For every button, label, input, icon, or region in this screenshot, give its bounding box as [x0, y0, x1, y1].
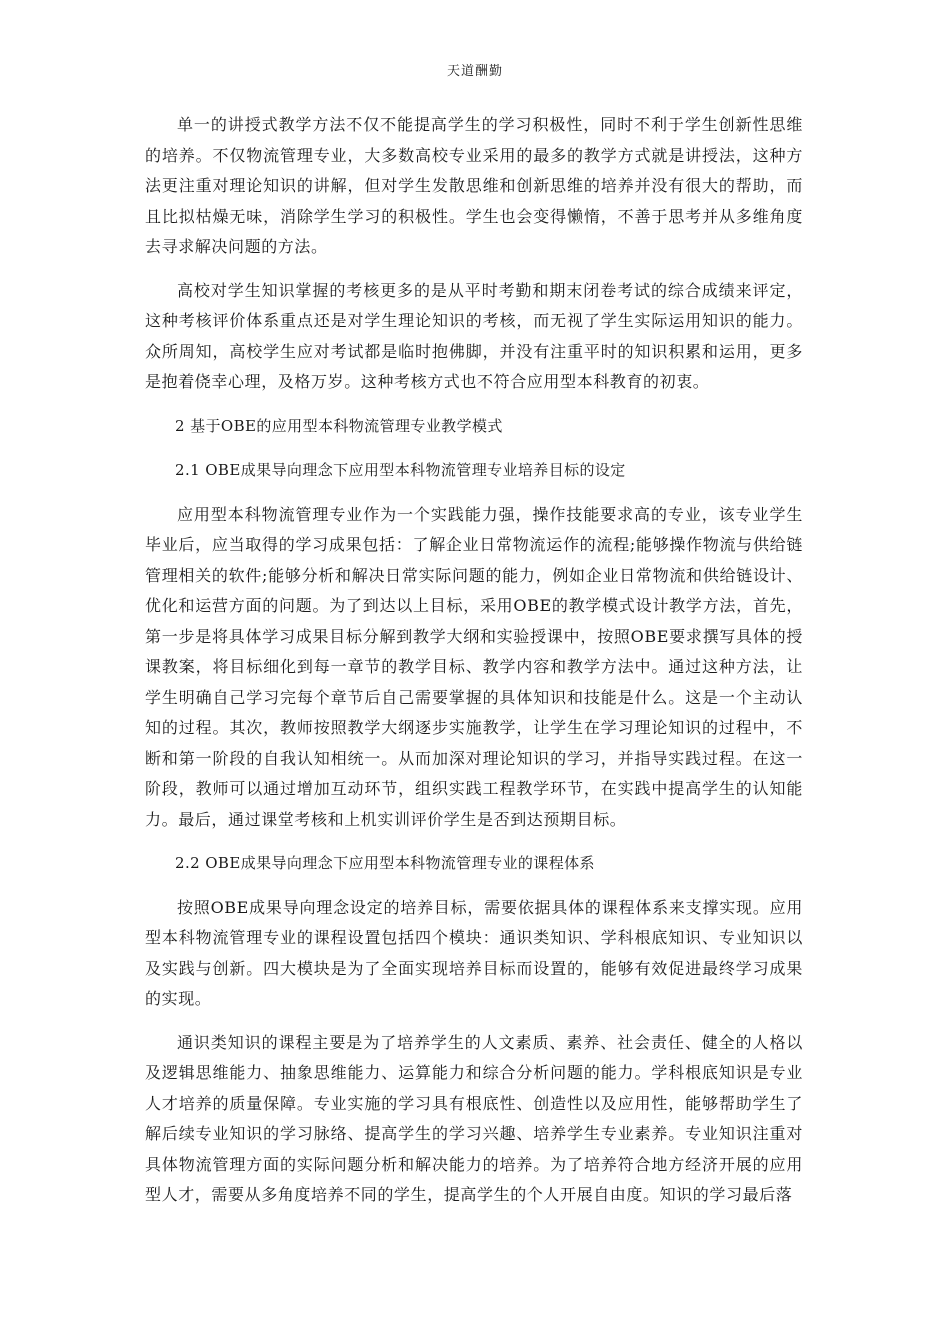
subsection-heading-2-2: 2.2 OBE成果导向理念下应用型本科物流管理专业的课程体系: [175, 854, 595, 872]
paragraph-curriculum: 按照OBE成果导向理念设定的培养目标，需要依据具体的课程体系来支撑实现。应用型本科物流管理专业的课程设置包括四个模块：通识类知识、学科根底知识、专业知识以及实践与创新。四大模块是为了全面实现培养目标而设置的，能够有效促进最终学习成果的实现。: [145, 897, 803, 1008]
paragraph-general-knowledge: 通识类知识的课程主要是为了培养学生的人文素质、素养、社会责任、健全的人格以及逻辑思维能力、抽象思维能力、运算能力和综合分析问题的能力。学科根底知识是专业人才培养的质量保障。专业实施的学习具有根底性、创造性以及应用性，能够帮助学生了解后续专业知识的学习脉络、提高学生的学习兴趣、培养学生专业素养。专业知识注重对具体物流管理方面的实际问题分析和解决能力的培养。为了培养符合地方经济开展的应用型人才，需要从多角度培养不同的学生，提高学生的个人开展自由度。知识的学习最后落: [145, 1032, 803, 1204]
paragraph-assessment: 高校对学生知识掌握的考核更多的是从平时考勤和期末闭卷考试的综合成绩来评定，这种考核评价体系重点还是对学生理论知识的考核，而无视了学生实际运用知识的能力。众所周知，高校学生应对考试都是临时抱佛脚，并没有注重平时的知识积累和运用，更多是抱着侥幸心理，及格万岁。这种考核方式也不符合应用型本科教育的初衷。: [145, 280, 803, 391]
page-header: 天道酬勤: [446, 64, 503, 79]
paragraph-training-goals: 应用型本科物流管理专业作为一个实践能力强，操作技能要求高的专业，该专业学生毕业后，应当取得的学习成果包括：了解企业日常物流运作的流程;能够操作物流与供给链管理相关的软件;能够分析和解决日常实际问题的能力，例如企业日常物流和供给链设计、优化和运营方面的问题。为了到达以上目标，采用OBE的教学模式设计教学方法，首先，第一步是将具体学习成果目标分解到教学大纲和实验授课中，按照OBE要求撰写具体的授课教案，将目标细化到每一章节的教学目标、教学内容和教学方法中。通过这种方法，让学生明确自己学习完每个章节后自己需要掌握的具体知识和技能是什么。这是一个主动认知的过程。其次，教师按照教学大纲逐步实施教学，让学生在学习理论知识的过程中，不断和第一阶段的自我认知相统一。从而加深对理论知识的学习，并指导实践过程。在这一阶段，教师可以通过增加互动环节，组织实践工程教学环节，在实践中提高学生的认知能力。最后，通过课堂考核和上机实训评价学生是否到达预期目标。: [145, 504, 803, 829]
section-heading-2: 2 基于OBE的应用型本科物流管理专业教学模式: [175, 416, 503, 435]
paragraph-lecture-method: 单一的讲授式教学方法不仅不能提高学生的学习积极性，同时不利于学生创新性思维的培养。不仅物流管理专业，大多数高校专业采用的最多的教学方式就是讲授法，这种方法更注重对理论知识的讲解，但对学生发散思维和创新思维的培养并没有很大的帮助，而且比拟枯燥无味，消除学生学习的积极性。学生也会变得懒惰，不善于思考并从多维角度去寻求解决问题的方法。: [145, 115, 803, 256]
document-body: [145, 110, 803, 1224]
subsection-heading-2-1: 2.1 OBE成果导向理念下应用型本科物流管理专业培养目标的设定: [175, 461, 626, 479]
